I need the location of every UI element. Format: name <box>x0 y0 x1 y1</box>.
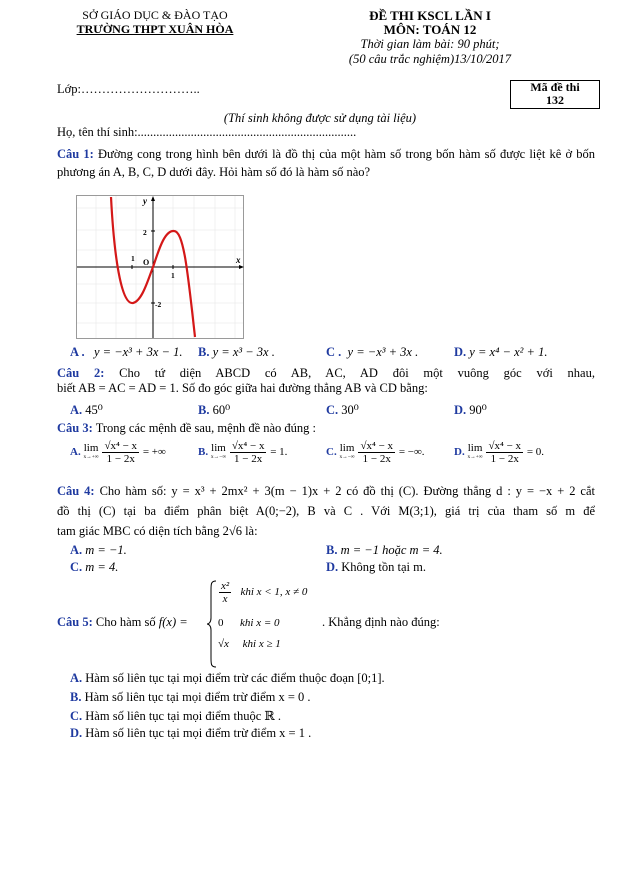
name-line: Họ, tên thí sinh:...................................................................... <box>57 125 357 139</box>
origin-label: O <box>143 258 150 267</box>
class-line: Lớp:……………………….. <box>57 82 200 96</box>
department-name: SỞ GIÁO DỤC & ĐÀO TẠO <box>82 8 228 22</box>
q5-option-b[interactable]: B. Hàm số liên tục tại mọi điểm trừ điểm x = 0 . <box>70 690 311 704</box>
exam-time: Thời gian làm bài: 90 phút; <box>360 37 500 51</box>
question-4-label: Câu 4: <box>57 484 95 498</box>
q2-option-b[interactable]: B. 60⁰ <box>198 403 231 417</box>
q4-option-c[interactable]: C. m = 4. <box>70 560 119 574</box>
question-2-text-1: Cho tứ diện ABCD có AB, AC, AD đôi một vuông góc với nhau, <box>119 366 595 380</box>
q4-option-d[interactable]: D. Không tồn tại m. <box>326 560 426 574</box>
question-5-label: Câu 5: <box>57 615 93 629</box>
tick-label-2: 2 <box>143 228 147 237</box>
q4-option-b[interactable]: B. m = −1 hoặc m = 4. <box>326 543 443 557</box>
q1-option-c[interactable]: C . y = −x³ + 3x . <box>326 345 419 359</box>
question-4-line-1b: d : y = −x + 2 cắt <box>496 484 596 498</box>
school-name: TRƯỜNG THPT XUÂN HÒA <box>76 22 234 36</box>
exam-subject: MÔN: TOÁN 12 <box>383 22 477 37</box>
q4-option-a[interactable]: A. m = −1. <box>70 543 127 557</box>
tick-label-neg2: -2 <box>155 300 162 309</box>
question-1 <box>57 145 595 181</box>
q2-option-a[interactable]: A. 45⁰ <box>70 403 103 417</box>
exam-code-label: Mã đề thi <box>530 80 580 94</box>
piecewise-case-2: 0 khi x = 0 <box>218 617 280 629</box>
q2-option-d[interactable]: D. 90⁰ <box>454 403 487 417</box>
question-3 <box>57 421 316 436</box>
question-1-text: Đường cong trong hình bên dưới là đồ thị của một hàm số trong bốn hàm số được liệt kê ở bốn phương án A, B, C, D dưới đây. Hỏi hàm số đó là hàm số nào? <box>57 147 595 179</box>
question-5-fx: f(x) = <box>158 615 188 629</box>
tick-label-neg1: 1 <box>131 254 135 263</box>
q3-option-b[interactable]: B. lim x→−∞ $\frac{\text{√x⁴ − x}}{1 - 2x}$ = 1. <box>198 440 288 465</box>
exam-title: ĐỀ THI KSCL LẦN I <box>369 8 491 23</box>
question-5-lead <box>57 615 188 630</box>
q2-option-c[interactable]: C. 30⁰ <box>326 403 359 417</box>
x-axis-label: x <box>236 255 241 265</box>
exam-code-value: 132 <box>546 93 564 107</box>
exam-info: (50 câu trắc nghiệm)13/10/2017 <box>348 52 512 66</box>
question-2 <box>57 366 595 396</box>
question-5-lead-text: Cho hàm số <box>95 615 156 629</box>
q5-option-c[interactable]: C. Hàm số liên tục tại mọi điểm thuộc ℝ . <box>70 709 282 723</box>
q5-option-a[interactable]: A. Hàm số liên tục tại mọi điểm trừ các điểm thuộc đoạn [0;1]. <box>70 671 385 685</box>
question-3-text: Trong các mệnh đề sau, mệnh đề nào đúng : <box>95 421 317 435</box>
tick-label-1: 1 <box>171 271 175 280</box>
q1-option-b[interactable]: B. y = x³ − 3x . <box>198 345 275 359</box>
piecewise-case-1: $\frac{\text{x²}}{x}$ khi x < 1, x ≠ 0 <box>221 580 308 605</box>
q5-option-d[interactable]: D. Hàm số liên tục tại mọi điểm trừ điểm x = 1 . <box>70 726 312 740</box>
q1-option-d[interactable]: D. y = x⁴ − x² + 1. <box>454 345 548 359</box>
q3-option-a[interactable]: A. lim x→+∞ $\frac{\text{√x⁴ − x}}{1 - 2x}$ = +∞ <box>70 440 166 465</box>
q3-option-d[interactable]: D. lim x→+∞ $\frac{\text{√x⁴ − x}}{1 - 2x}$ = 0. <box>454 440 545 465</box>
piecewise-case-3: √x khi x ≥ 1 <box>218 638 281 650</box>
q1-option-a[interactable]: A . y = −x³ + 3x − 1. <box>70 345 183 359</box>
question-2-text-2: biết AB = AC = AD = 1. Số đo góc giữa hai đường thẳng AB và CD bằng: <box>57 381 428 395</box>
y-axis-label: y <box>143 196 147 206</box>
function-graph <box>76 195 244 339</box>
piecewise-brace <box>207 580 217 668</box>
question-3-label: Câu 3: <box>57 421 93 435</box>
question-4 <box>57 481 595 541</box>
question-1-label: Câu 1: <box>57 147 94 161</box>
exam-note: (Thí sinh không được sử dụng tài liệu) <box>223 111 417 125</box>
exam-code-box <box>510 80 600 109</box>
question-4-line-1a: Cho hàm số: y = x³ + 2mx² + 3(m − 1)x + 2 có đồ thị (C). Đường thẳng <box>99 484 492 498</box>
question-4-line-3: tam giác MBC có diện tích bằng 2√6 là: <box>57 524 258 538</box>
question-2-label: Câu 2: <box>57 366 105 380</box>
question-4-line-2: đồ thị (C) tại ba điểm phân biệt A(0;−2), B và C . Với M(3;1), giá trị của tham số m để <box>57 504 595 518</box>
q3-option-c[interactable]: C. lim x→−∞ $\frac{\text{√x⁴ − x}}{1 - 2x}$ = −∞. <box>326 440 425 465</box>
question-5-tail: . Khẳng định nào đúng: <box>322 615 440 629</box>
